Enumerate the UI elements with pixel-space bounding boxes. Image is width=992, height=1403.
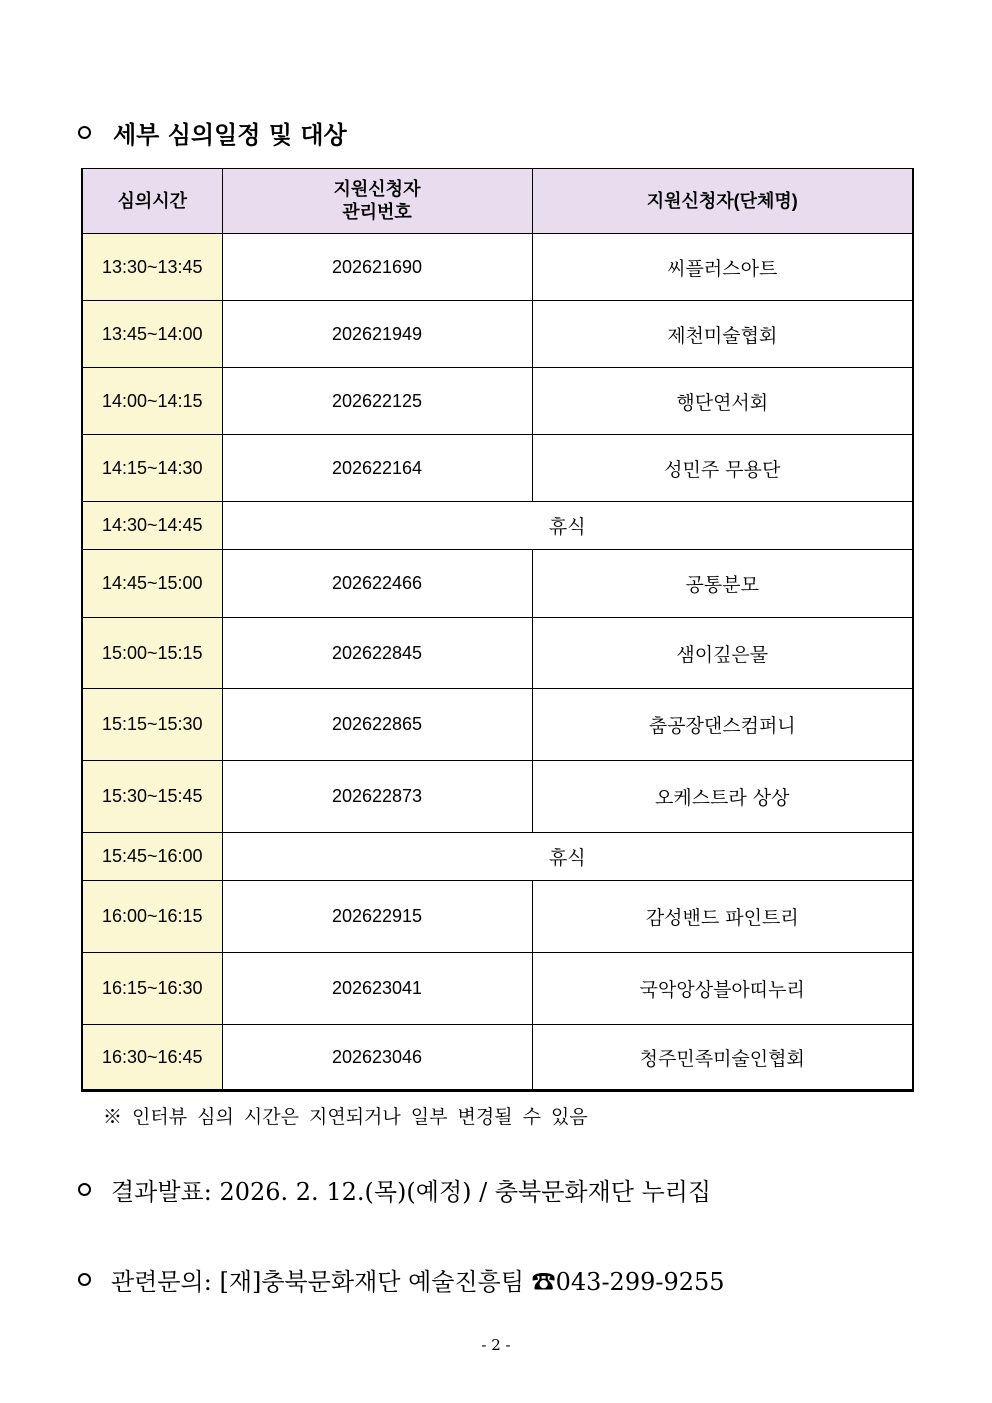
row-name: 춤공장댄스컴퍼니	[532, 689, 913, 761]
break-row	[82, 833, 913, 881]
row-time: 13:45~14:00	[82, 301, 222, 368]
row-name: 오케스트라 상상	[532, 761, 913, 833]
table-row	[82, 550, 913, 618]
row-name: 성민주 무용단	[532, 435, 913, 502]
break-label: 휴식	[222, 833, 913, 881]
row-time: 16:00~16:15	[82, 881, 222, 953]
row-time: 15:30~15:45	[82, 761, 222, 833]
table-row	[82, 1025, 913, 1091]
page-number: - 2 -	[481, 1336, 511, 1354]
table-row	[82, 234, 913, 301]
row-id: 202622873	[222, 761, 532, 833]
schedule-table	[81, 168, 914, 1092]
circle-bullet-icon	[78, 1273, 91, 1286]
row-id: 202621690	[222, 234, 532, 301]
row-id: 202622845	[222, 618, 532, 689]
table-row	[82, 618, 913, 689]
row-name: 행단연서회	[532, 368, 913, 435]
row-time: 14:45~15:00	[82, 550, 222, 618]
row-name: 샘이깊은물	[532, 618, 913, 689]
row-time: 16:15~16:30	[82, 953, 222, 1025]
row-id: 202623046	[222, 1025, 532, 1091]
schedule-note: ※ 인터뷰 심의 시간은 지연되거나 일부 변경될 수 있음	[103, 1106, 588, 1128]
table-row	[82, 881, 913, 953]
section-title-text: 세부 심의일정 및 대상	[113, 119, 347, 149]
row-time: 16:30~16:45	[82, 1025, 222, 1091]
header-id	[222, 169, 532, 234]
circle-bullet-icon	[78, 126, 91, 139]
row-time: 15:15~15:30	[82, 689, 222, 761]
break-row	[82, 502, 913, 550]
row-name: 감성밴드 파인트리	[532, 881, 913, 953]
row-id: 202622915	[222, 881, 532, 953]
break-label: 휴식	[222, 502, 913, 550]
contact-text: 관련문의: [재]충북문화재단 예술진흥팀 ☎043-299-9255	[111, 1268, 725, 1296]
row-name: 씨플러스아트	[532, 234, 913, 301]
row-name: 공통분모	[532, 550, 913, 618]
row-id: 202622865	[222, 689, 532, 761]
table-row	[82, 368, 913, 435]
table-row	[82, 761, 913, 833]
header-name: 지원신청자(단체명)	[532, 169, 913, 234]
header-time: 심의시간	[82, 169, 222, 234]
row-name: 청주민족미술인협회	[532, 1025, 913, 1091]
row-name: 제천미술협회	[532, 301, 913, 368]
row-id: 202621949	[222, 301, 532, 368]
row-id: 202622466	[222, 550, 532, 618]
table-row	[82, 301, 913, 368]
table-row	[82, 689, 913, 761]
table-header-row	[82, 169, 913, 234]
table-row	[82, 435, 913, 502]
row-id: 202622164	[222, 435, 532, 502]
contact-info	[78, 1262, 725, 1297]
row-time: 14:00~14:15	[82, 368, 222, 435]
section-title	[78, 112, 347, 152]
row-time: 15:00~15:15	[82, 618, 222, 689]
result-text: 결과발표: 2026. 2. 12.(목)(예정) / 충북문화재단 누리집	[111, 1178, 712, 1206]
row-time: 14:30~14:45	[82, 502, 222, 550]
result-announcement	[78, 1172, 711, 1207]
row-name: 국악앙상블아띠누리	[532, 953, 913, 1025]
header-id-line1: 지원신청자	[333, 179, 421, 199]
header-id-line2: 관리번호	[342, 202, 412, 222]
row-time: 15:45~16:00	[82, 833, 222, 881]
row-id: 202623041	[222, 953, 532, 1025]
row-time: 14:15~14:30	[82, 435, 222, 502]
circle-bullet-icon	[78, 1183, 91, 1196]
row-id: 202622125	[222, 368, 532, 435]
table-row	[82, 953, 913, 1025]
row-time: 13:30~13:45	[82, 234, 222, 301]
